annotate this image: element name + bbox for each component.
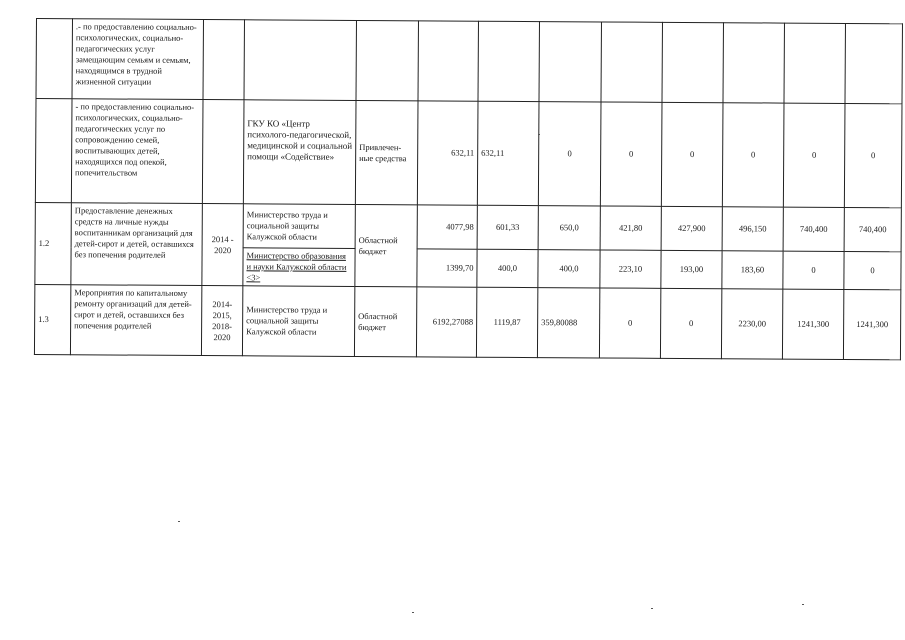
value-cell: 1119,87 [476, 287, 537, 357]
value-cell: 0 [538, 102, 601, 206]
value-cell: 6192,27088 [416, 287, 476, 357]
years-cell: 2014 - 2020 [202, 204, 244, 286]
value-cell: 400,0 [477, 249, 538, 287]
executor-cell [244, 20, 356, 101]
value-cell [662, 22, 723, 102]
executor-cell: Министерство образования и науки Калужской области <3> [243, 248, 355, 287]
value-cell: 0 [660, 288, 721, 358]
years-cell: 2014-2015, 2018-2020 [201, 286, 242, 356]
measure-name-cell: .- по предоставлению социально-психологических, социально-педагогических услуг замещающим семьям и семьям, находящимся в трудной жизненной ситуации [72, 19, 203, 100]
value-cell: 359,80088 [537, 288, 599, 358]
value-cell: 223,10 [600, 250, 661, 288]
source-cell: Областной бюджет [355, 204, 417, 286]
value-cell [601, 22, 662, 102]
value-cell [539, 22, 601, 102]
scan-speck [178, 521, 180, 522]
table-row [34, 284, 900, 359]
value-cell: 4077,98 [417, 205, 477, 249]
value-cell: 0 [783, 103, 845, 207]
row-number-cell: 1.3 [34, 284, 70, 354]
executor-cell: ГКУ КО «Центр психолого-педагогической, медицинской и социальной помощи «Содействие» [243, 100, 356, 205]
measure-name-cell: - по предоставлению социально-психологических, социально-педагогических услуг по сопровождению семей, воспитывающих детей, находящихся под опекой, попечительством [71, 99, 203, 204]
value-cell: 601,33 [477, 205, 538, 249]
executor-cell: Министерство труда и социальной защиты Калужской области [242, 286, 354, 357]
measure-name-cell: Предоставление денежных средств на личные нужды воспитанникам организаций для детей-сирот и детей, оставшихся без попечения родителей [71, 203, 202, 286]
value-cell: 421,80 [600, 206, 661, 250]
scan-speck [802, 604, 804, 605]
value-cell: 496,150 [722, 207, 783, 251]
value-cell: 0 [722, 103, 784, 207]
value-cell: 0 [600, 102, 662, 206]
value-cell [784, 23, 845, 103]
source-cell: Привлечен-ные средства [355, 100, 418, 204]
source-cell [356, 20, 418, 100]
value-cell: 0 [844, 251, 901, 289]
value-cell [723, 23, 784, 103]
value-cell: 740,400 [844, 207, 901, 251]
value-cell [478, 21, 539, 101]
row-number-cell: 1.2 [35, 202, 72, 284]
value-cell: 740,400 [783, 207, 844, 251]
value-cell: 193,00 [661, 250, 722, 288]
measure-name-cell: Мероприятия по капитальному ремонту организаций для детей-сирот и детей, оставшихся без попечения родителей [70, 285, 201, 356]
value-cell: 650,0 [538, 206, 600, 250]
value-cell: 427,900 [661, 206, 722, 250]
years-cell [202, 100, 244, 204]
table-row [35, 99, 902, 208]
table-row [36, 19, 902, 104]
table-row [35, 202, 901, 251]
value-cell: 0 [661, 102, 723, 206]
value-cell: 1241,300 [782, 289, 843, 359]
years-cell [203, 20, 244, 100]
source-cell: Областной бюджет [354, 286, 416, 356]
value-cell [845, 23, 902, 103]
value-cell: 0 [783, 251, 844, 289]
value-cell: 1241,300 [843, 289, 900, 359]
scan-speck [412, 612, 414, 613]
scan-speck [651, 608, 653, 609]
value-cell: 632,11 [477, 101, 539, 205]
value-cell: 632,11 [417, 101, 478, 205]
value-cell: 1399,70 [417, 249, 477, 287]
executor-cell: Министерство труда и социальной защиты Калужской области [243, 204, 355, 249]
row-number-cell [35, 99, 72, 203]
value-cell [418, 21, 478, 101]
value-cell: 0 [599, 288, 660, 358]
scan-speck [538, 134, 540, 135]
value-cell: 2230,00 [721, 289, 782, 359]
value-cell: 183,60 [722, 251, 783, 289]
value-cell: 0 [844, 103, 902, 207]
program-measures-table [34, 18, 903, 360]
value-cell: 400,0 [538, 250, 600, 288]
row-number-cell [36, 19, 72, 99]
